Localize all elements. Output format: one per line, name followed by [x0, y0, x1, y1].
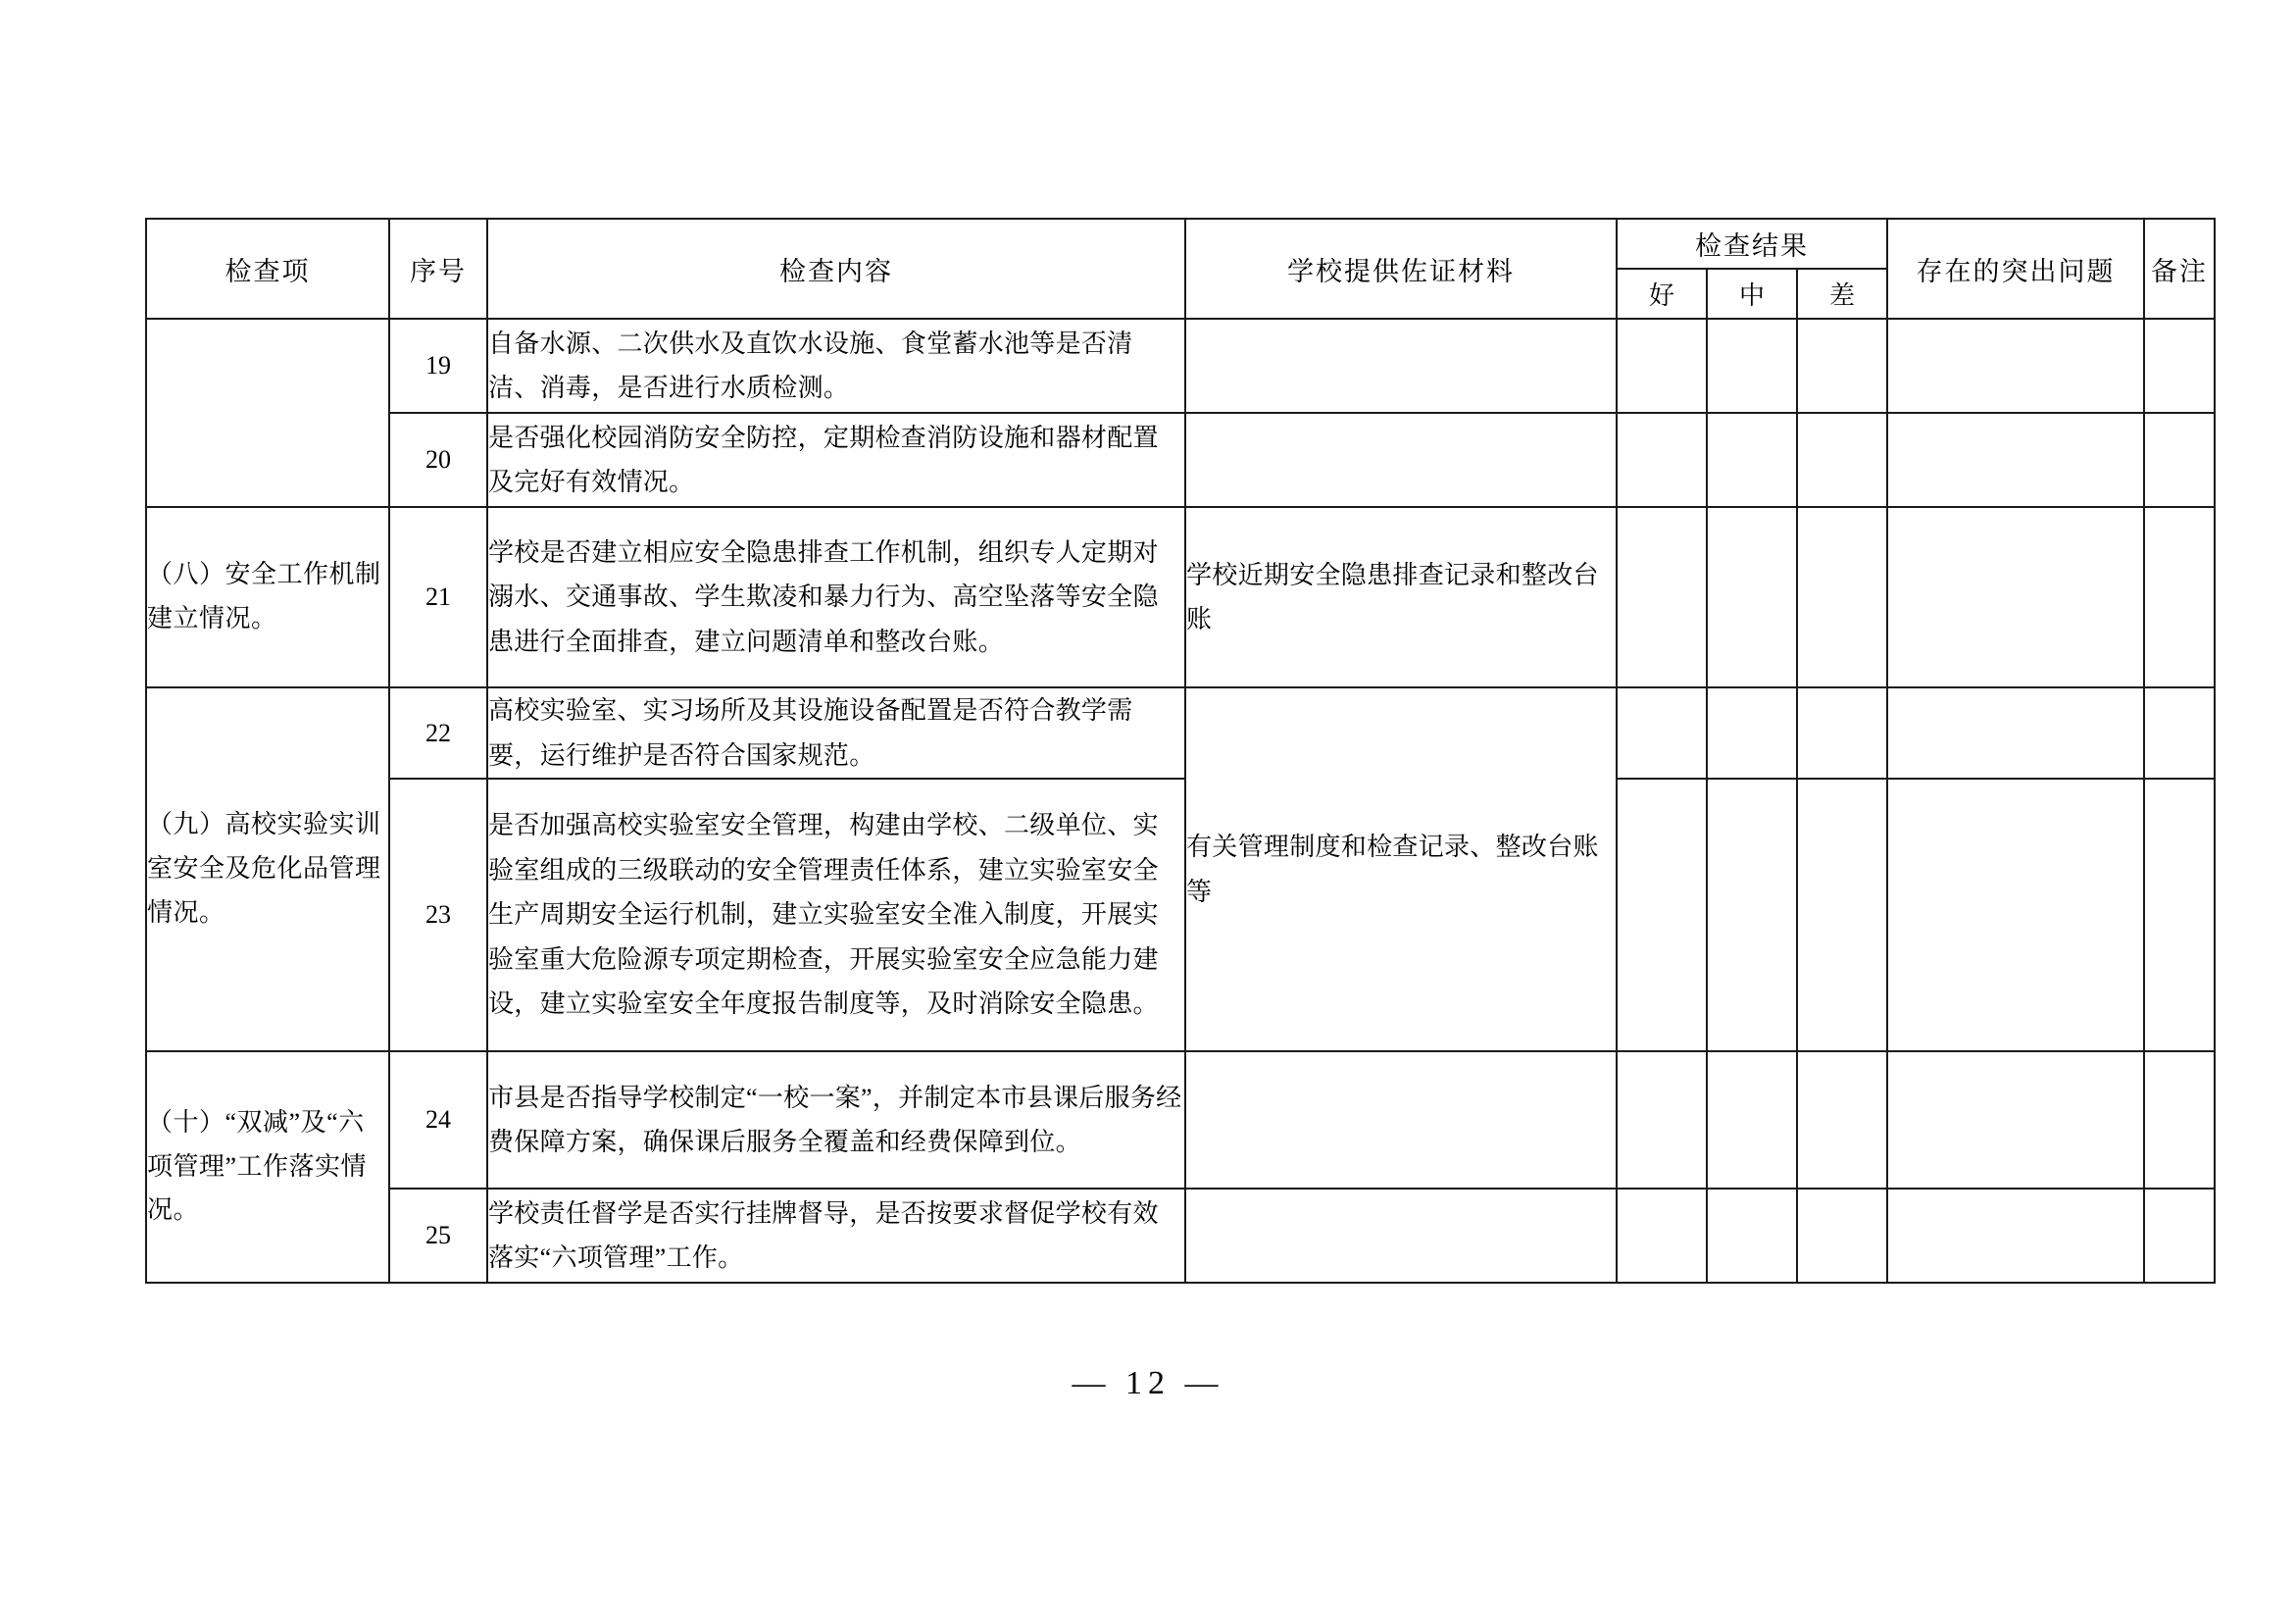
row-content: 市县是否指导学校制定“一校一案”，并制定本市县课后服务经费保障方案，确保课后服务全覆盖和经费保障到位。: [487, 1051, 1185, 1189]
row-result-mid[interactable]: [1707, 413, 1797, 507]
row-result-good[interactable]: [1617, 687, 1707, 779]
row-problem[interactable]: [1887, 1051, 2144, 1189]
row-problem[interactable]: [1887, 507, 2144, 687]
row-item-label: （九）高校实验实训室安全及危化品管理情况。: [146, 687, 389, 1051]
header-result-bad: 差: [1797, 269, 1887, 319]
row-no: 24: [389, 1051, 487, 1189]
row-remark[interactable]: [2144, 413, 2215, 507]
header-remark: 备注: [2144, 219, 2215, 319]
row-content: 是否加强高校实验室安全管理，构建由学校、二级单位、实验室组成的三级联动的安全管理责任体系，建立实验室安全生产周期安全运行机制，建立实验室安全准入制度，开展实验室重大危险源专项定期检查，开展实验室安全应急能力建设，建立实验室安全年度报告制度等，及时消除安全隐患。: [487, 779, 1185, 1051]
row-proof: 有关管理制度和检查记录、整改台账等: [1185, 687, 1617, 1051]
table-row: [146, 1051, 2215, 1189]
row-remark[interactable]: [2144, 687, 2215, 779]
row-content: 高校实验室、实习场所及其设施设备配置是否符合教学需要，运行维护是否符合国家规范。: [487, 687, 1185, 779]
row-problem[interactable]: [1887, 1189, 2144, 1283]
row-content: 学校是否建立相应安全隐患排查工作机制，组织专人定期对溺水、交通事故、学生欺凌和暴力行为、高空坠落等安全隐患进行全面排查，建立问题清单和整改台账。: [487, 507, 1185, 687]
row-result-good[interactable]: [1617, 1189, 1707, 1283]
row-no: 20: [389, 413, 487, 507]
row-result-mid[interactable]: [1707, 507, 1797, 687]
row-proof: 学校近期安全隐患排查记录和整改台账: [1185, 507, 1617, 687]
page-number: — 12 —: [1072, 1365, 1224, 1401]
row-remark[interactable]: [2144, 1189, 2215, 1283]
row-result-good[interactable]: [1617, 1051, 1707, 1189]
row-problem[interactable]: [1887, 413, 2144, 507]
row-result-bad[interactable]: [1797, 1051, 1887, 1189]
row-remark[interactable]: [2144, 779, 2215, 1051]
table-row: [146, 319, 2215, 413]
row-result-bad[interactable]: [1797, 319, 1887, 413]
table-row: [146, 413, 2215, 507]
header-item: 检查项: [146, 219, 389, 319]
table-header-row-1: [146, 219, 2215, 269]
header-content: 检查内容: [487, 219, 1185, 319]
row-content: 自备水源、二次供水及直饮水设施、食堂蓄水池等是否清洁、消毒，是否进行水质检测。: [487, 319, 1185, 413]
row-no: 19: [389, 319, 487, 413]
row-proof: [1185, 1189, 1617, 1283]
row-result-bad[interactable]: [1797, 687, 1887, 779]
row-result-mid[interactable]: [1707, 319, 1797, 413]
row-result-good[interactable]: [1617, 779, 1707, 1051]
row-result-bad[interactable]: [1797, 1189, 1887, 1283]
row-no: 23: [389, 779, 487, 1051]
row-result-good[interactable]: [1617, 413, 1707, 507]
header-result-good: 好: [1617, 269, 1707, 319]
row-remark[interactable]: [2144, 1051, 2215, 1189]
header-no: 序号: [389, 219, 487, 319]
row-remark[interactable]: [2144, 507, 2215, 687]
row-proof: [1185, 413, 1617, 507]
row-result-bad[interactable]: [1797, 507, 1887, 687]
table-row: [146, 779, 2215, 1051]
row-problem[interactable]: [1887, 687, 2144, 779]
row-no: 21: [389, 507, 487, 687]
row-result-good[interactable]: [1617, 319, 1707, 413]
row-result-mid[interactable]: [1707, 1189, 1797, 1283]
row-item-label: （十）“双减”及“六项管理”工作落实情况。: [146, 1051, 389, 1283]
header-problem: 存在的突出问题: [1887, 219, 2144, 319]
row-result-mid[interactable]: [1707, 687, 1797, 779]
header-result-group: 检查结果: [1617, 219, 1887, 269]
row-result-mid[interactable]: [1707, 1051, 1797, 1189]
row-result-good[interactable]: [1617, 507, 1707, 687]
row-content: 学校责任督学是否实行挂牌督导，是否按要求督促学校有效落实“六项管理”工作。: [487, 1189, 1185, 1283]
row-item-label: [146, 319, 389, 507]
row-proof: [1185, 319, 1617, 413]
row-result-mid[interactable]: [1707, 779, 1797, 1051]
row-item-label: （八）安全工作机制建立情况。: [146, 507, 389, 687]
row-no: 25: [389, 1189, 487, 1283]
row-remark[interactable]: [2144, 319, 2215, 413]
header-result-mid: 中: [1707, 269, 1797, 319]
row-no: 22: [389, 687, 487, 779]
row-result-bad[interactable]: [1797, 779, 1887, 1051]
row-result-bad[interactable]: [1797, 413, 1887, 507]
header-proof: 学校提供佐证材料: [1185, 219, 1617, 319]
table-row: [146, 687, 2215, 779]
row-proof: [1185, 1051, 1617, 1189]
row-problem[interactable]: [1887, 779, 2144, 1051]
row-problem[interactable]: [1887, 319, 2144, 413]
table-row: [146, 1189, 2215, 1283]
table-row: [146, 507, 2215, 687]
inspection-table-wrapper: [145, 218, 2214, 1284]
row-content: 是否强化校园消防安全防控，定期检查消防设施和器材配置及完好有效情况。: [487, 413, 1185, 507]
inspection-checklist-table: [145, 218, 2216, 1284]
